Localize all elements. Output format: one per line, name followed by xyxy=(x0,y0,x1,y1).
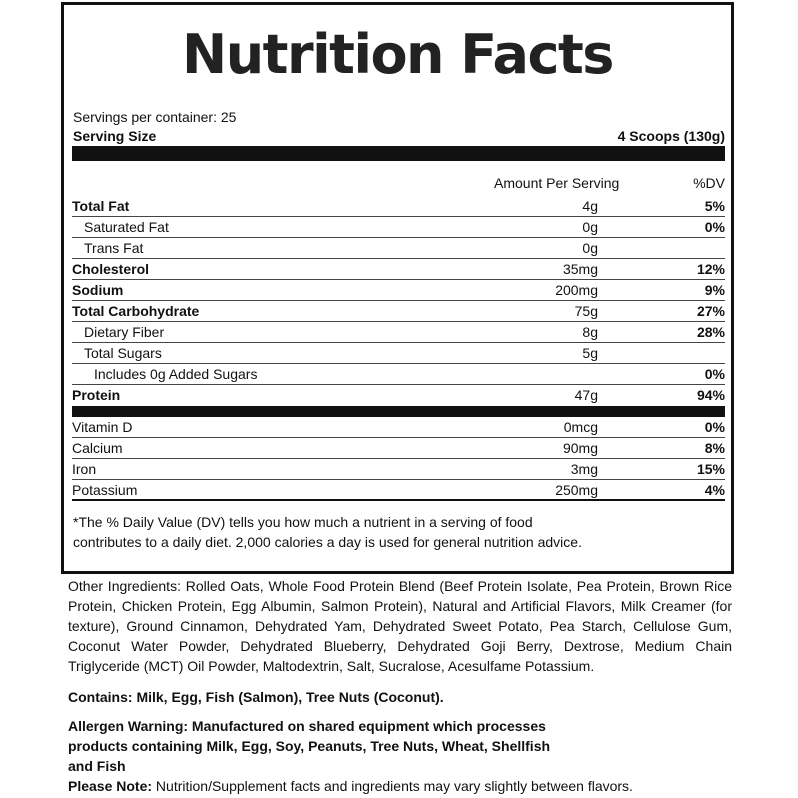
dv-footnote: *The % Daily Value (DV) tells you how much a nutrient in a serving of food contributes to a daily diet. 2,000 calories a day is used for general nutrition advice. xyxy=(73,514,582,550)
servings-per-container: Servings per container: 25 xyxy=(73,109,237,125)
nutrient-name: Protein xyxy=(72,387,121,403)
nutrient-name: Iron xyxy=(72,461,97,477)
nutrient-row-potassium xyxy=(72,480,725,501)
note-text: Nutrition/Supplement facts and ingredients may vary slightly between flavors. xyxy=(152,778,633,794)
nutrient-row-total-sugars xyxy=(72,343,725,364)
nutrient-name: Saturated Fat xyxy=(84,219,169,235)
nutrient-dv: 4% xyxy=(704,482,725,498)
nutrient-dv: 0% xyxy=(704,366,725,382)
nutrient-row-trans-fat xyxy=(72,238,725,259)
nutrient-row-vitamin-d xyxy=(72,417,725,438)
nutrient-name: Includes 0g Added Sugars xyxy=(94,366,258,382)
nutrient-amount: 8g xyxy=(582,324,598,340)
dv-header: %DV xyxy=(693,175,725,191)
nutrient-row-iron xyxy=(72,459,725,480)
nutrient-name: Sodium xyxy=(72,282,124,298)
nutrient-dv: 0% xyxy=(704,419,725,435)
nutrient-amount: 0mcg xyxy=(563,419,598,435)
nutrient-amount: 35mg xyxy=(562,261,598,277)
label-title: Nutrition Facts xyxy=(182,23,613,86)
nutrient-dv: 15% xyxy=(696,461,725,477)
amount-per-serving-header: Amount Per Serving xyxy=(494,175,620,191)
serving-size-label: Serving Size xyxy=(73,128,157,144)
serving-size-value: 4 Scoops (130g) xyxy=(617,128,725,144)
nutrient-dv: 9% xyxy=(704,282,725,298)
nutrient-name: Total Carbohydrate xyxy=(72,303,200,319)
thick-divider xyxy=(72,146,725,161)
nutrient-amount: 0g xyxy=(582,240,598,256)
nutrient-amount: 0g xyxy=(582,219,598,235)
nutrient-row-cholesterol xyxy=(72,259,725,280)
other-ingredients: Other Ingredients: Rolled Oats, Whole Food Protein Blend (Beef Protein Isolate, Pea Protein, Brown Rice Protein, Chicken Protein, Egg Albumin, Salmon Protein), Natural and Artificial Flavors, Milk Creamer (for texture), Ground Cinnamon, Dehydrated Yam, Dehydrated Sweet Potato, Pea Starch, Cellulose Gum, Coconut Water Powder, Dehydrated Blueberry, Dehydrated Goji Berry, Dextrose, Medium Chain Triglyceride (MCT) Oil Powder, Maltodextrin, Salt, Sucralose, Acesulfame Potassium. xyxy=(68,578,732,674)
nutrient-dv: 28% xyxy=(696,324,725,340)
nutrient-row-total-carbohydrate xyxy=(72,301,725,322)
thick-divider xyxy=(72,406,725,417)
nutrient-amount: 250mg xyxy=(555,482,598,498)
nutrient-dv: 8% xyxy=(704,440,725,456)
nutrient-dv: 5% xyxy=(704,198,725,214)
nutrient-name: Total Fat xyxy=(72,198,130,214)
nutrient-row-dietary-fiber xyxy=(72,322,725,343)
nutrient-name: Dietary Fiber xyxy=(84,324,165,340)
nutrient-row-protein xyxy=(72,385,725,406)
nutrient-amount: 5g xyxy=(582,345,598,361)
nutrition-label xyxy=(61,2,734,574)
contains-statement: Contains: Milk, Egg, Fish (Salmon), Tree Nuts (Coconut). xyxy=(68,689,444,705)
nutrient-row-total-fat xyxy=(72,196,725,217)
serving-size-row xyxy=(73,128,725,144)
nutrient-row-calcium xyxy=(72,438,725,459)
nutrient-amount: 3mg xyxy=(570,461,598,477)
nutrient-dv: 0% xyxy=(704,219,725,235)
nutrient-name: Total Sugars xyxy=(84,345,162,361)
nutrient-name: Trans Fat xyxy=(84,240,144,256)
nutrient-dv: 12% xyxy=(696,261,725,277)
nutrient-dv: 27% xyxy=(696,303,725,319)
nutrient-name: Cholesterol xyxy=(72,261,150,277)
allergen-warning: Allergen Warning: Manufactured on shared equipment which processes products containing Milk, Egg, Soy, Peanuts, Tree Nuts, Wheat, Shellfish and Fish xyxy=(68,718,551,774)
nutrient-name: Calcium xyxy=(72,440,123,456)
please-note xyxy=(68,776,732,796)
nutrient-amount: 75g xyxy=(574,303,598,319)
nutrient-dv: 94% xyxy=(696,387,725,403)
nutrient-name: Potassium xyxy=(72,482,138,498)
nutrient-amount: 47g xyxy=(574,387,598,403)
nutrient-amount: 90mg xyxy=(562,440,598,456)
nutrient-amount: 200mg xyxy=(555,282,598,298)
nutrient-row-added-sugars xyxy=(72,364,725,385)
note-label: Please Note: xyxy=(68,778,153,794)
nutrient-row-saturated-fat xyxy=(72,217,725,238)
nutrient-row-sodium xyxy=(72,280,725,301)
nutrient-name: Vitamin D xyxy=(72,419,133,435)
nutrient-amount: 4g xyxy=(582,198,598,214)
